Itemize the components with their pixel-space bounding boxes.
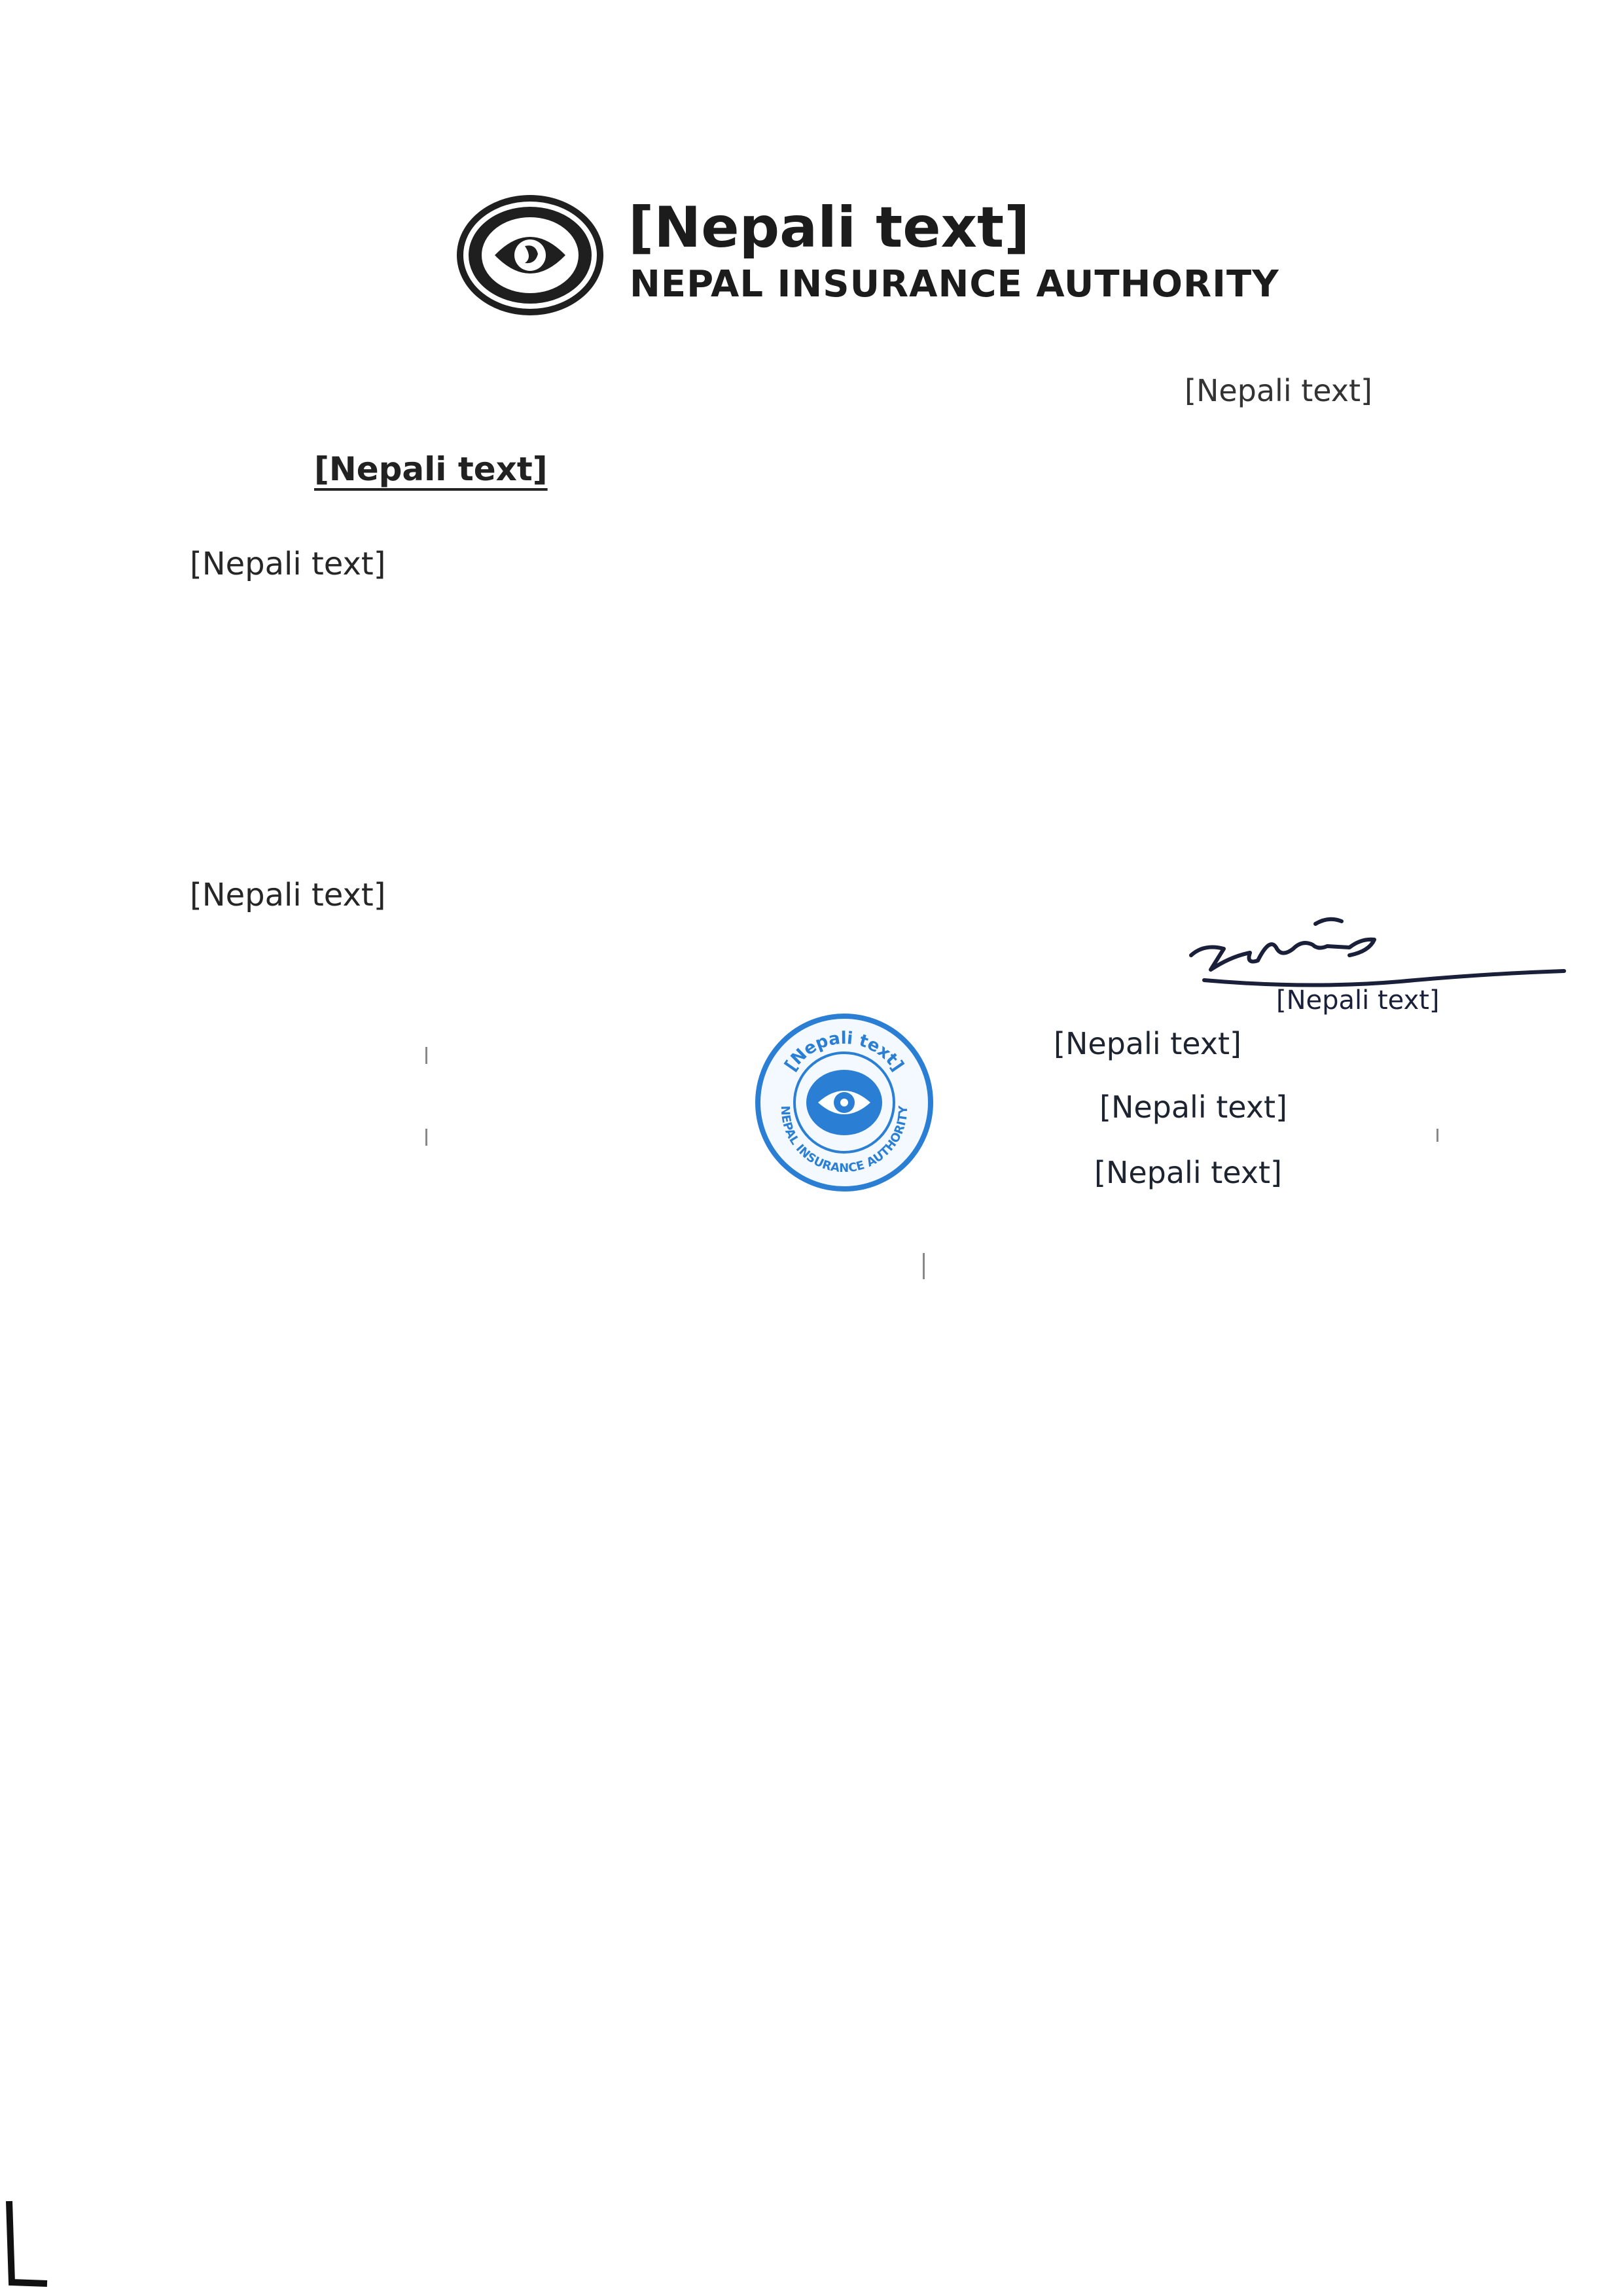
seal-text-nepali: [Nepali text] (781, 1028, 908, 1075)
official-seal-icon (753, 1011, 936, 1194)
notice-title: [Nepali text] (314, 450, 548, 488)
scan-corner-mark (0, 2199, 52, 2290)
scan-artifact (425, 1047, 427, 1064)
letterhead-logo (452, 190, 1279, 321)
signature-date: [Nepali text] (1276, 985, 1440, 1016)
signatory-office: [Nepali text] (1054, 1026, 1241, 1061)
org-name-nepali: [Nepali text] (628, 195, 1030, 260)
apology-line: [Nepali text] (190, 877, 386, 913)
handwritten-signature (1178, 910, 1584, 1027)
scan-artifact (923, 1253, 925, 1279)
signatory-phone: [Nepali text] (1094, 1155, 1282, 1190)
notice-body: [Nepali text] (190, 546, 386, 582)
eye-emblem-icon (452, 190, 609, 321)
date-line: [Nepali text] (1185, 373, 1372, 408)
scan-artifact (1436, 1129, 1438, 1142)
seal-text-english: NEPAL INSURANCE AUTHORITY (777, 1105, 911, 1176)
signatory-organization: [Nepali text] (1099, 1089, 1287, 1125)
scan-artifact (425, 1129, 427, 1146)
org-name-english: NEPAL INSURANCE AUTHORITY (630, 263, 1279, 306)
